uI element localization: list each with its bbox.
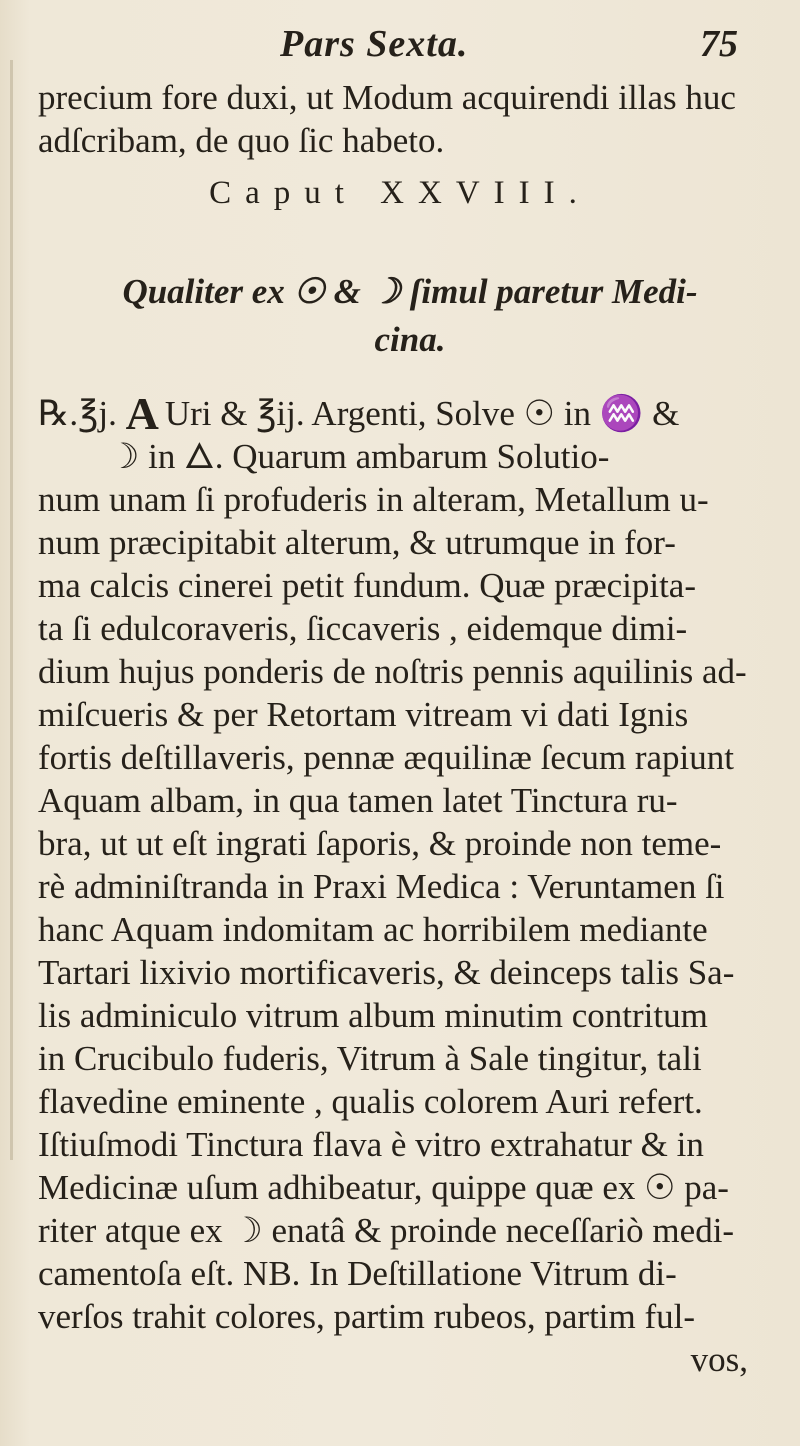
drop-cap: A [125,388,159,439]
chapter-title [40,268,780,364]
first-line-text: Uri & ℥ij. Argenti, Solve ☉ in ♒ & [164,394,680,433]
chapter-heading: Caput XXVIII. [209,175,591,211]
chapter-title-line: cina. [374,320,446,359]
text-line: dium hujus ponderis de noſtris pennis aquilinis ad- [38,652,747,691]
text-line: riter atque ex ☽ enatâ & proinde neceſſariò medi- [38,1211,735,1250]
page-number: 75 [700,23,738,65]
text-line: num unam ſi profuderis in alteram, Metallum u- [38,480,709,519]
body-paragraph [38,388,768,1381]
text-line: lis adminiculo vitrum album minutim contritum [38,996,708,1035]
text-line: ☽ in 🜂. Quarum ambarum Solutio- [108,437,610,476]
text-line: adſcribam, de quo ſic habeto. [38,121,445,160]
text-line: in Crucibulo fuderis, Vitrum à Sale tingitur, tali [38,1039,702,1078]
text-line: ta ſi edulcoraveris, ſiccaveris , eidemque dimi- [38,609,688,648]
text-line: ma calcis cinerei petit fundum. Quæ præcipita- [38,566,696,605]
text-line: fortis deſtillaveris, pennæ æquilinæ ſecum rapiunt [38,738,735,777]
text-line: flavedine eminente , qualis colorem Auri refert. [38,1082,703,1121]
text-line: Tartari lixivio mortificaveris, & deinceps talis Sa- [38,953,735,992]
gutter-shadow [10,60,13,1160]
page-header [0,22,800,72]
chapter-title-line: Qualiter ex ☉ & ☽ ſimul paretur Medi- [122,272,698,311]
text-line: bra, ut ut eſt ingrati ſaporis, & proinde non teme- [38,824,722,863]
catchword: vos, [690,1340,748,1379]
text-line-first [38,388,768,439]
running-head: Pars Sexta. [280,23,469,65]
intro-paragraph [38,76,768,162]
text-line: Aquam albam, in qua tamen latet Tinctura ru- [38,781,678,820]
text-line: camentoſa eſt. NB. In Deſtillatione Vitrum di- [38,1254,677,1293]
text-line: Iſtiuſmodi Tinctura flava è vitro extrahatur & in [38,1125,704,1164]
text-line: num præcipitabit alterum, & utrumque in for- [38,523,676,562]
text-line: Medicinæ uſum adhibeatur, quippe quæ ex ☉ pa- [38,1168,729,1207]
text-line: hanc Aquam indomitam ac horribilem mediante [38,910,708,949]
text-line: rè adminiſtranda in Praxi Medica : Veruntamen ſi [38,867,725,906]
text-line: verſos trahit colores, partim rubeos, partim ful- [38,1297,696,1336]
text-line: miſcueris & per Retortam vitream vi dati Ignis [38,695,689,734]
text-line: precium fore duxi, ut Modum acquirendi illas huc [38,78,736,117]
recipe-prefix: ℞.℥j. [38,394,117,433]
